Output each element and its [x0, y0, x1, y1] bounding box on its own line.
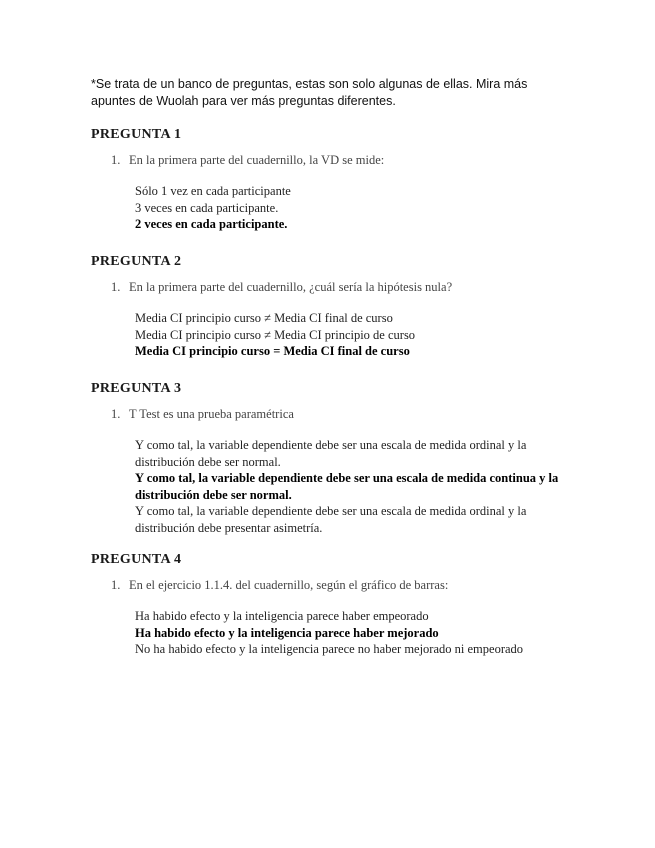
question-heading: PREGUNTA 1 — [91, 127, 182, 142]
question-text: En el ejercicio 1.1.4. del cuadernillo, según el gráfico de barras: — [129, 578, 449, 592]
answer-option: Sólo 1 vez en cada participante — [135, 184, 291, 198]
answer-option: Media CI principio curso ≠ Media CI principio de curso — [135, 327, 416, 342]
question-number: 1. — [111, 578, 121, 592]
question-text: En la primera parte del cuadernillo, ¿cuál sería la hipótesis nula? — [129, 280, 453, 294]
answer-option: Media CI principio curso ≠ Media CI final de curso — [135, 311, 393, 325]
question-item — [111, 279, 591, 296]
question-number: 1. — [111, 280, 121, 294]
question-item — [111, 577, 591, 594]
answer-options — [135, 608, 575, 658]
answer-options — [135, 183, 575, 233]
answer-options — [135, 310, 575, 360]
question-number: 1. — [111, 407, 121, 421]
intro-note: *Se trata de un banco de preguntas, estas son solo algunas de ellas. Mira más apuntes de Wuolah para ver más preguntas diferentes. — [91, 77, 528, 108]
question-text: En la primera parte del cuadernillo, la VD se mide: — [129, 153, 385, 167]
question-text: T Test es una prueba paramétrica — [129, 407, 294, 421]
question-heading: PREGUNTA 4 — [91, 552, 182, 567]
answer-option: Y como tal, la variable dependiente debe ser una escala de medida ordinal y la distribución debe ser normal. — [135, 438, 527, 469]
answer-option-correct: Ha habido efecto y la inteligencia parece haber mejorado — [135, 625, 439, 640]
answer-option: Ha habido efecto y la inteligencia parece haber empeorado — [135, 609, 429, 623]
question-heading: PREGUNTA 3 — [91, 381, 182, 396]
question-section-3 — [91, 380, 591, 536]
answer-option: 3 veces en cada participante. — [135, 200, 279, 215]
question-number: 1. — [111, 153, 121, 167]
answer-option: Y como tal, la variable dependiente debe ser una escala de medida ordinal y la distribución debe presentar asimetría. — [135, 504, 527, 535]
answer-option-correct: Y como tal, la variable dependiente debe ser una escala de medida continua y la distribución debe ser normal. — [135, 471, 559, 502]
answer-option-correct: Media CI principio curso = Media CI final de curso — [135, 344, 410, 358]
question-section-1 — [91, 126, 591, 233]
question-section-2 — [91, 253, 591, 360]
answer-option: No ha habido efecto y la inteligencia parece no haber mejorado ni empeorado — [135, 642, 524, 656]
question-section-4 — [91, 551, 591, 658]
question-item — [111, 152, 591, 169]
question-item — [111, 406, 591, 423]
question-heading: PREGUNTA 2 — [91, 254, 182, 269]
answer-options — [135, 437, 575, 536]
answer-option-correct: 2 veces en cada participante. — [135, 217, 288, 231]
